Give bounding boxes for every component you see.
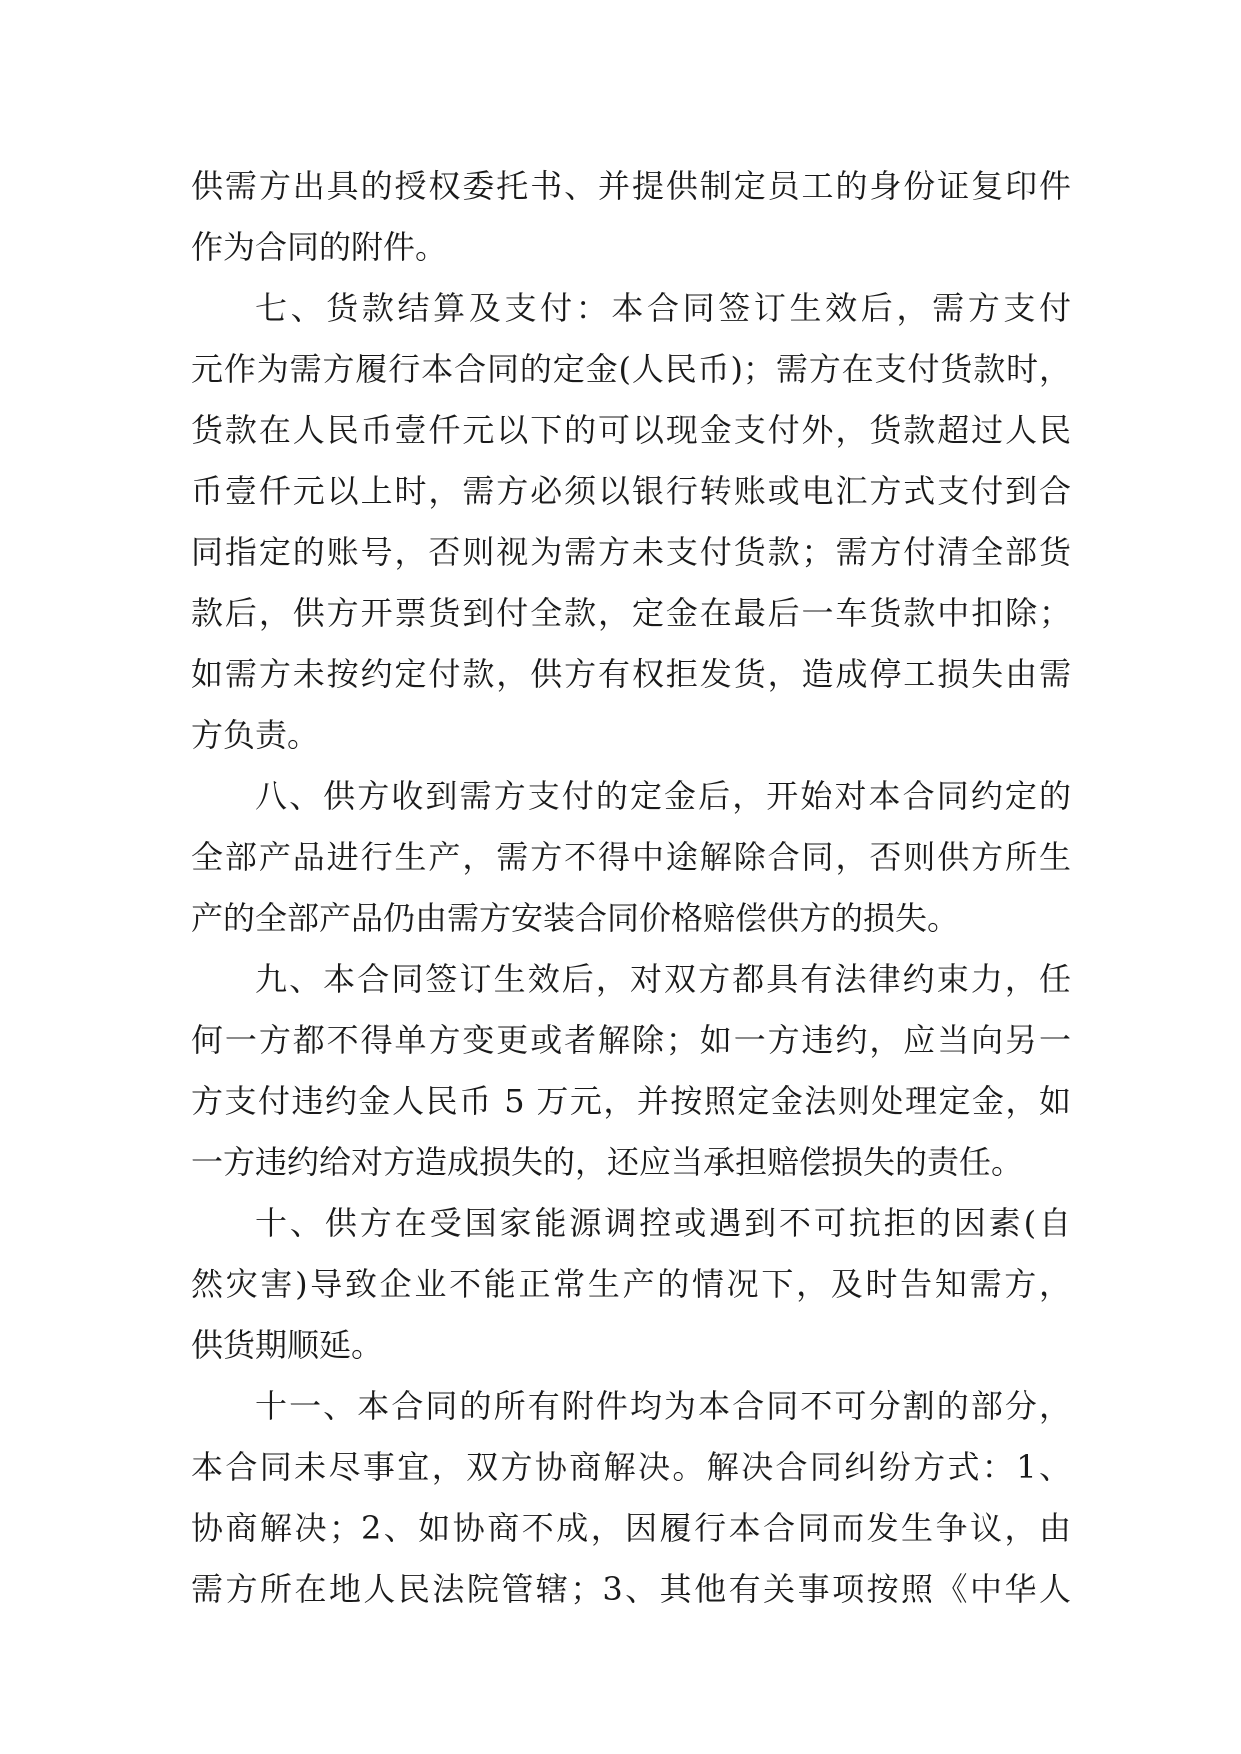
text-line: 协商解决；2、如协商不成，因履行本合同而发生争议，由 bbox=[191, 1509, 1071, 1547]
clause-9-heading-line: 九、本合同签订生效后，对双方都具有法律约束力，任 bbox=[255, 960, 1071, 998]
clause-11-heading-line: 十一、本合同的所有附件均为本合同不可分割的部分， bbox=[255, 1387, 1071, 1425]
text-line: 产的全部产品仍由需方安装合同价格赔偿供方的损失。 bbox=[191, 899, 960, 937]
clause-7-heading-line: 七、货款结算及支付：本合同签订生效后，需方支付 bbox=[255, 289, 1071, 327]
text-line: 如需方未按约定付款，供方有权拒发货，造成停工损失由需 bbox=[191, 655, 1071, 693]
text-line: 全部产品进行生产，需方不得中途解除合同，否则供方所生 bbox=[191, 838, 1071, 876]
text-line: 供货期顺延。 bbox=[191, 1326, 384, 1364]
text-line: 币壹仟元以上时，需方必须以银行转账或电汇方式支付到合 bbox=[191, 472, 1071, 510]
text-line: 款后，供方开票货到付全款，定金在最后一车货款中扣除； bbox=[191, 594, 1071, 632]
text-line: 货款在人民币壹仟元以下的可以现金支付外，货款超过人民 bbox=[191, 411, 1071, 449]
text-line: 元作为需方履行本合同的定金(人民币)；需方在支付货款时， bbox=[191, 350, 1071, 388]
text-line: 方支付违约金人民币 5 万元，并按照定金法则处理定金，如 bbox=[191, 1082, 1071, 1120]
text-line: 方负责。 bbox=[191, 716, 320, 754]
clause-8-heading-line: 八、供方收到需方支付的定金后，开始对本合同约定的 bbox=[255, 777, 1071, 815]
text-line: 同指定的账号，否则视为需方未支付货款；需方付清全部货 bbox=[191, 533, 1071, 571]
text-line: 本合同未尽事宜，双方协商解决。解决合同纠纷方式：1、 bbox=[191, 1448, 1071, 1486]
text-line: 需方所在地人民法院管辖；3、其他有关事项按照《中华人 bbox=[191, 1570, 1071, 1608]
text-line: 作为合同的附件。 bbox=[191, 228, 448, 266]
clause-10-heading-line: 十、供方在受国家能源调控或遇到不可抗拒的因素(自 bbox=[255, 1204, 1071, 1242]
text-line: 何一方都不得单方变更或者解除；如一方违约，应当向另一 bbox=[191, 1021, 1071, 1059]
text-line: 一方违约给对方造成损失的，还应当承担赔偿损失的责任。 bbox=[191, 1143, 1024, 1181]
text-line: 供需方出具的授权委托书、并提供制定员工的身份证复印件 bbox=[191, 167, 1071, 205]
text-line: 然灾害)导致企业不能正常生产的情况下，及时告知需方， bbox=[191, 1265, 1071, 1303]
